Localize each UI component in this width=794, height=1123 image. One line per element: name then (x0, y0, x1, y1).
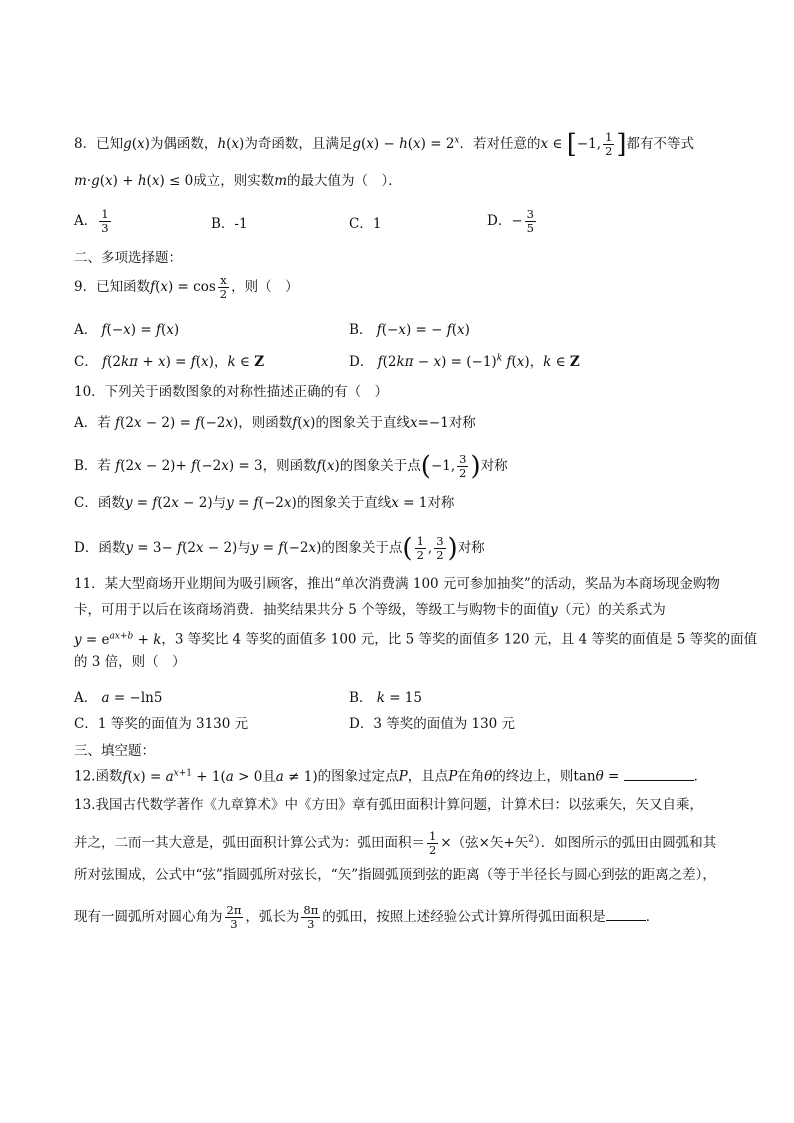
q8-option-c: C．1 (349, 216, 382, 232)
q8-option-a: A． $\frac{1}{3}$ (74, 207, 109, 235)
q8-label: 8．已知 (74, 136, 124, 152)
q12-answer-blank[interactable] (624, 768, 694, 781)
q10-option-c: C．函数y = f(2x − 2)与y = f(−2x)的图象关于直线x = 1对称 (74, 495, 455, 511)
q13-answer-blank[interactable] (606, 908, 646, 921)
q9-option-a: A． f(−x) = f(x) (74, 322, 180, 338)
q12-stem: 12.函数$f(x) = a^{x+1} + 1(a > 0$且a ≠ 1)的图象过定点P，且点P在角θ的终边上，则tanθ = ． (74, 768, 708, 785)
q8-option-d: D．− $\frac{3}{5}$ (487, 207, 534, 235)
math-interval: x ∈ [−1, $\frac{1}{2}$ ] (540, 129, 627, 160)
math-gx: g(x) (123, 136, 150, 152)
q9-option-b: B． f(−x) = − f(x) (349, 322, 470, 338)
q11-line4: 的 3 倍，则（ ） (74, 654, 186, 670)
q11-line1: 11．某大型商场开业期间为吸引顾客，推出“单次消费满 100 元可参加抽奖”的活动，奖品为本商场现金购物 (74, 576, 720, 592)
q13-line4: 现有一圆弧所对圆心角为 $\frac{2\pi}{3}$ ，弧长为 $\frac{8\pi}{3}$ 的弧田，按照上述经验公式计算所得弧田面积是 ． (74, 903, 660, 931)
q11-option-c: C．1 等奖的面值为 3130 元 (74, 716, 249, 732)
q11-line3: $y = e^{ax+b} + k$，3 等奖比 4 等奖的面值多 100 元，比 5 等奖的面值多 120 元，且 4 等奖的面值是 5 等奖的面值 (74, 631, 758, 648)
q8-line2: m·g(x) + h(x) ≤ 0成立，则实数m的最大值为（ ）． (74, 173, 402, 189)
q11-option-d: D．3 等奖的面值为 130 元 (349, 716, 516, 732)
q8-line1: 8．已知g(x)为偶函数，h(x)为奇函数，且满足$g(x) - h(x) = 2^x$．若对任意的x ∈ [−1, $\frac{1}{2}$ ]都有不等式 (74, 129, 695, 160)
q10-option-d: D．函数y = 3− f(2x − 2)与y = f(−2x)的图象关于点( $\frac{1}{2}$ , $\frac{3}{2}$ )对称 (74, 533, 485, 564)
q11-line2: 卡，可用于以后在该商场消费．抽奖结果共分 5 个等级，等级工与购物卡的面值y（元）的关系式为 (74, 602, 666, 618)
q11-option-b: B． k = 15 (349, 690, 422, 706)
q13-line2: 并之，二而一其大意是，弧田面积计算公式为：弧田面积＝ $\frac{1}{2}$ ×（弦×矢+矢$^2$）．如图所示的弧田由圆弧和其 (74, 829, 717, 857)
q9-stem: 9．已知函数f(x) = cos $\frac{x}{2}$ ，则（ ） (74, 273, 299, 301)
math-hx: h(x) (217, 136, 245, 152)
q10-stem: 10．下列关于函数图象的对称性描述正确的有（ ） (74, 384, 389, 400)
section-title-multiple-choice: 二、多项选择题： (74, 250, 182, 266)
math-ineq: m·g(x) + h(x) ≤ 0 (74, 173, 194, 189)
q9-option-c: C． f(2kπ + x) = f(x)，k ∈ Z (74, 354, 265, 370)
q10-option-b: B．若 f(2x − 2)+ f(−2x) = 3，则函数f(x)的图象关于点(−1, $\frac{3}{2}$ )对称 (74, 451, 508, 482)
section-title-fill-in: 三、填空题： (74, 743, 155, 759)
q8-option-b: B．-1 (211, 216, 248, 232)
q13-line1: 13.我国古代数学著作《九章算术》中《方田》章有弧田面积计算问题，计算术曰：以弦乘矢，矢又自乘， (74, 797, 703, 813)
q10-option-a: A．若 f(2x − 2) = f(−2x)，则函数f(x)的图象关于直线x=−1对称 (74, 415, 476, 431)
q11-option-a: A． a = −ln5 (74, 690, 163, 706)
q9-option-d: D． $f(2k\pi - x) = (-1)^k$ f(x)，k ∈ Z (349, 353, 580, 370)
math-eq: $g(x) - h(x) = 2^x$ (352, 135, 460, 152)
q13-line3: 所对弦围成，公式中“弦”指圆弧所对弦长，“矢”指圆弧顶到弦的距离（等于半径长与圆心到弦的距离之差）， (74, 867, 716, 883)
